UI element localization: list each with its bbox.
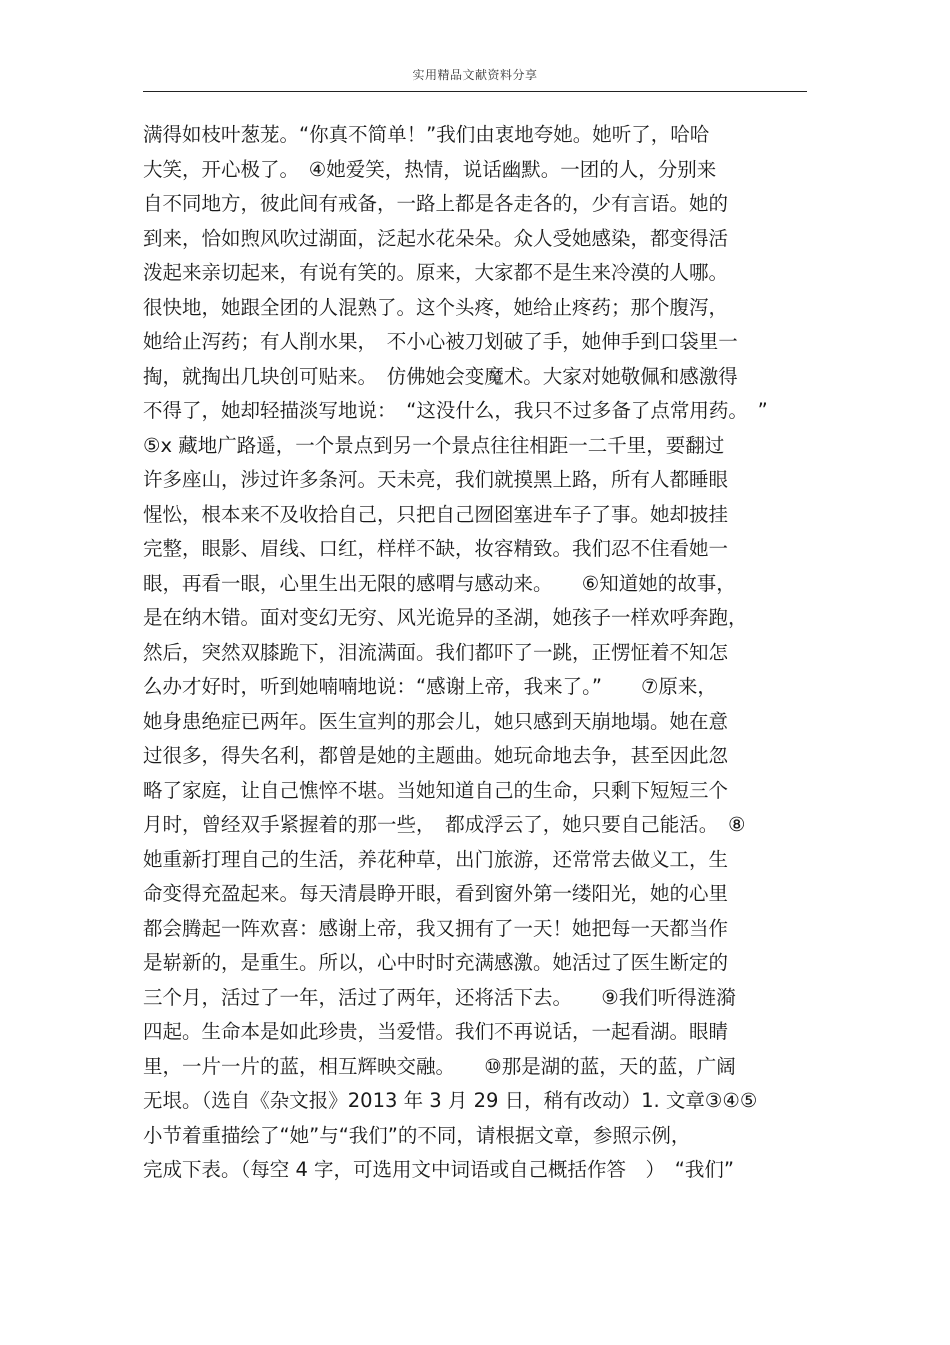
text-line: 泼起来亲切起来，有说有笑的。原来，大家都不是生来冷漠的人哪。 [143,261,729,284]
text-line: 眼，再看一眼，心里生出无限的感喟与感动来。 ⑥知道她的故事， [143,571,736,595]
text-line: 过很多，得失名利，都曾是她的主题曲。她玩命地去争，甚至因此忽 [143,744,729,767]
text-line: 三个月，活过了一年，活过了两年，还将活下去。 ⑨我们听得涟漪 [143,985,736,1009]
text-line: 许多座山，涉过许多条河。天未亮，我们就摸黑上路，所有人都睡眼 [143,468,729,491]
text-line: 满得如枝叶葱茏。“你真不简单！”我们由衷地夸她。她听了，哈哈 [143,123,710,146]
text-line: 里，一片一片的蓝，相互辉映交融。 ⑩那是湖的蓝，天的蓝，广阔 [143,1054,736,1078]
text-line: 自不同地方，彼此间有戒备，一路上都是各走各的，少有言语。她的 [143,192,729,215]
text-line: 么办才好时，听到她喃喃地说：“感谢上帝，我来了。” ⑦原来， [143,675,717,698]
text-line: 略了家庭，让自己憔悴不堪。当她知道自己的生命，只剩下短短三个 [143,778,729,802]
text-line: 命变得充盈起来。每天清晨睁开眼，看到窗外第一缕阳光，她的心里 [143,882,729,905]
text-line: 完成下表。（每空 4 字，可选用文中词语或自己概括作答 ） “我们” [143,1158,735,1181]
text-line: 到来，恰如煦风吹过湖面，泛起水花朵朵。众人受她感染，都变得活 [143,226,729,250]
text-line: 月时，曾经双手紧握着的那一些， 都成浮云了，她只要自己能活。 ⑧ [143,813,746,836]
header-divider [143,91,807,92]
text-line: 然后，突然双膝跪下，泪流满面。我们都吓了一跳，正愣怔着不知怎 [143,640,729,664]
text-line: 都会腾起一阵欢喜：感谢上帝，我又拥有了一天！她把每一天都当作 [143,916,729,940]
text-line: 掏，就掏出几块创可贴来。 仿佛她会变魔术。大家对她敬佩和感激得 [143,364,738,388]
text-line: 她身患绝症已两年。医生宣判的那会儿，她只感到天崩地塌。她在意 [143,709,729,733]
text-line: 是在纳木错。面对变幻无穷、风光诡异的圣湖，她孩子一样欢呼奔跑， [143,606,748,629]
text-line: 大笑，开心极了。 ④她爱笑，热情，说话幽默。一团的人，分别来 [143,157,717,181]
text-line: 她给止泻药；有人削水果， 不小心被刀划破了手，她伸手到口袋里一 [143,330,738,353]
text-line: 是崭新的，是重生。所以，心中时时充满感激。她活过了医生断定的 [143,951,729,974]
text-line: 无垠。（选自《杂文报》2013 年 3 月 29 日，稍有改动）1. 文章③④⑤ [143,1089,758,1112]
page-header [143,62,807,92]
text-line: 小节着重描绘了“她”与“我们”的不同，请根据文章，参照示例， [143,1123,691,1147]
header-title: 实用精品文献资料分享 [412,68,538,82]
text-line: 不得了，她却轻描淡写地说： “这没什么，我只不过多备了点常用药。 ” [143,399,768,422]
text-line: 惺忪，根本来不及收拾自己，只把自己囫囵塞进车子了事。她却披挂 [143,502,729,526]
body-text [143,118,823,1188]
text-line: 四起。生命本是如此珍贵，当爱惜。我们不再说话，一起看湖。眼睛 [143,1020,729,1043]
text-line: 很快地，她跟全团的人混熟了。这个头疼，她给止疼药；那个腹泻， [143,295,729,319]
text-line: 她重新打理自己的生活，养花种草，出门旅游，还常常去做义工，生 [143,847,729,871]
text-line: ⑤x 藏地广路遥，一个景点到另一个景点往往相距一二千里，要翻过 [143,433,725,457]
text-line: 完整，眼影、眉线、口红，样样不缺，妆容精致。我们忍不住看她一 [143,537,729,560]
